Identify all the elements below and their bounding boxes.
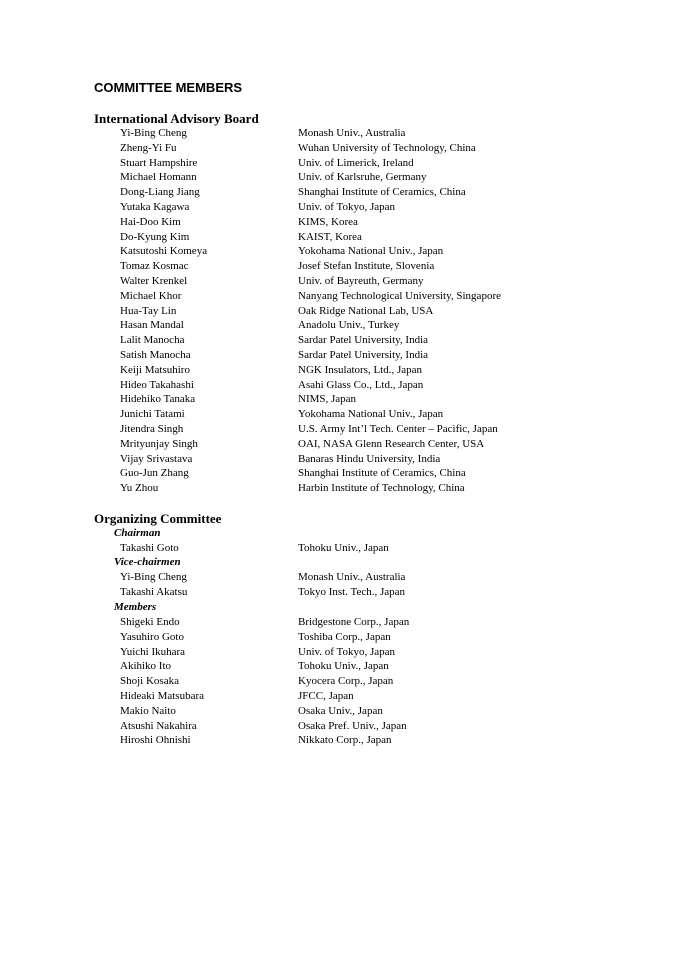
member-name: Yu Zhou (120, 482, 159, 495)
member-row (0, 422, 678, 437)
member-name: Zheng-Yi Fu (120, 141, 177, 154)
member-name: Michael Homann (120, 171, 197, 184)
member-row (0, 378, 678, 393)
member-name: Junichi Tatami (120, 408, 185, 421)
members-label: Members (114, 601, 157, 613)
member-name: Tomaz Kosmac (120, 260, 189, 273)
member-affiliation: Tohoku Univ., Japan (298, 542, 389, 554)
member-affiliation: KIMS, Korea (298, 215, 358, 228)
member-row (0, 674, 678, 689)
member-row (0, 289, 678, 304)
member-row (0, 407, 678, 422)
member-row (0, 437, 678, 452)
advisory-board-heading: International Advisory Board (94, 111, 259, 126)
chairman-label: Chairman (114, 527, 161, 539)
member-affiliation: Toshiba Corp., Japan (298, 630, 391, 643)
member-name: Yuichi Ikuhara (120, 645, 186, 658)
member-affiliation: Shanghai Institute of Ceramics, China (298, 186, 466, 199)
member-name: Hai-Doo Kim (120, 215, 181, 228)
member-name: Stuart Hampshire (120, 156, 198, 169)
member-name: Shigeki Endo (120, 616, 180, 628)
advisory-board-list (0, 126, 678, 496)
member-affiliation: Anadolu Univ., Turkey (298, 319, 400, 332)
member-name: Yi-Bing Cheng (120, 571, 187, 583)
member-name: Akihiko Ito (120, 660, 172, 673)
member-affiliation: U.S. Army Int’l Tech. Center – Pacific, Japan (298, 422, 498, 435)
chairman-list (0, 541, 678, 556)
member-affiliation: Nanyang Technological University, Singapore (298, 289, 501, 302)
member-name: Yasuhiro Goto (120, 630, 184, 643)
member-affiliation: Yokohama National Univ., Japan (298, 245, 444, 258)
member-row (0, 585, 678, 600)
member-row (0, 259, 678, 274)
member-row (0, 274, 678, 289)
member-affiliation: Tokyo Inst. Tech., Japan (298, 585, 406, 598)
member-affiliation: Bridgestone Corp., Japan (298, 616, 410, 628)
member-row (0, 630, 678, 645)
member-name: Atsushi Nakahira (120, 719, 197, 732)
member-name: Makio Naito (120, 704, 176, 717)
member-name: Lalit Manocha (120, 334, 185, 347)
member-name: Hideaki Matsubara (120, 689, 204, 702)
page-title: COMMITTEE MEMBERS (94, 80, 243, 95)
member-name: Mrityunjay Singh (120, 437, 198, 450)
member-row (0, 363, 678, 378)
member-affiliation: JFCC, Japan (298, 689, 354, 702)
member-row (0, 126, 678, 141)
member-name: Guo-Jun Zhang (120, 467, 189, 480)
member-row (0, 348, 678, 363)
member-row (0, 615, 678, 630)
member-affiliation: Shanghai Institute of Ceramics, China (298, 467, 466, 480)
member-affiliation: Univ. of Bayreuth, Germany (298, 274, 424, 287)
member-row (0, 392, 678, 407)
member-row (0, 230, 678, 245)
member-row (0, 733, 678, 748)
member-row (0, 304, 678, 319)
member-row (0, 466, 678, 481)
member-name: Takashi Akatsu (120, 585, 188, 598)
member-affiliation: Yokohama National Univ., Japan (298, 408, 444, 421)
member-row (0, 481, 678, 496)
member-name: Hidehiko Tanaka (120, 393, 196, 406)
member-name: Shoji Kosaka (120, 675, 179, 688)
member-affiliation: Univ. of Karlsruhe, Germany (298, 171, 427, 184)
member-affiliation: Oak Ridge National Lab, USA (298, 304, 434, 317)
member-row (0, 689, 678, 704)
member-name: Hiroshi Ohnishi (120, 734, 191, 747)
member-row (0, 244, 678, 259)
member-row (0, 215, 678, 230)
member-row (0, 570, 678, 585)
member-affiliation: Kyocera Corp., Japan (298, 675, 394, 688)
member-affiliation: Asahi Glass Co., Ltd., Japan (298, 378, 424, 391)
member-name: Jitendra Singh (120, 422, 184, 435)
member-name: Hideo Takahashi (120, 378, 194, 391)
member-affiliation: OAI, NASA Glenn Research Center, USA (298, 437, 485, 450)
organizing-committee-heading: Organizing Committee (94, 511, 222, 526)
member-affiliation: Monash Univ., Australia (298, 127, 406, 139)
member-row (0, 333, 678, 348)
member-row (0, 141, 678, 156)
member-row (0, 452, 678, 467)
member-row (0, 719, 678, 734)
member-affiliation: Wuhan University of Technology, China (298, 141, 476, 154)
member-name: Hasan Mandal (120, 319, 184, 332)
member-affiliation: Univ. of Tokyo, Japan (298, 200, 395, 213)
member-name: Michael Khor (120, 289, 182, 302)
member-affiliation: Sardar Patel University, India (298, 348, 429, 361)
member-row (0, 704, 678, 719)
member-name: Katsutoshi Komeya (120, 245, 208, 258)
member-row (0, 318, 678, 333)
vice-chairmen-label: Vice-chairmen (114, 556, 181, 568)
members-list (0, 615, 678, 748)
member-row (0, 659, 678, 674)
member-affiliation: Sardar Patel University, India (298, 334, 429, 347)
member-name: Hua-Tay Lin (120, 304, 177, 317)
member-name: Keiji Matsuhiro (120, 363, 190, 376)
member-affiliation: Univ. of Limerick, Ireland (298, 156, 414, 169)
member-row (0, 185, 678, 200)
member-affiliation: Banaras Hindu University, India (298, 452, 441, 465)
member-row (0, 541, 678, 556)
member-affiliation: Osaka Pref. Univ., Japan (298, 719, 407, 732)
member-name: Satish Manocha (120, 348, 191, 361)
member-name: Do-Kyung Kim (120, 230, 190, 243)
member-name: Dong-Liang Jiang (120, 186, 200, 199)
member-affiliation: NIMS, Japan (298, 393, 357, 406)
member-row (0, 200, 678, 215)
vice-chairmen-list (0, 570, 678, 600)
member-name: Takashi Goto (120, 542, 179, 554)
member-affiliation: KAIST, Korea (298, 230, 362, 243)
member-affiliation: Monash Univ., Australia (298, 571, 406, 583)
member-affiliation: NGK Insulators, Ltd., Japan (298, 363, 423, 376)
member-affiliation: Josef Stefan Institute, Slovenia (298, 260, 435, 273)
member-row (0, 645, 678, 660)
member-name: Walter Krenkel (120, 274, 188, 287)
member-affiliation: Nikkato Corp., Japan (298, 734, 392, 747)
member-name: Vijay Srivastava (120, 452, 193, 465)
member-affiliation: Tohoku Univ., Japan (298, 660, 389, 673)
member-affiliation: Harbin Institute of Technology, China (298, 482, 465, 495)
member-row (0, 170, 678, 185)
member-affiliation: Osaka Univ., Japan (298, 704, 383, 717)
member-row (0, 156, 678, 171)
member-affiliation: Univ. of Tokyo, Japan (298, 645, 395, 658)
member-name: Yi-Bing Cheng (120, 127, 187, 139)
member-name: Yutaka Kagawa (120, 200, 190, 213)
